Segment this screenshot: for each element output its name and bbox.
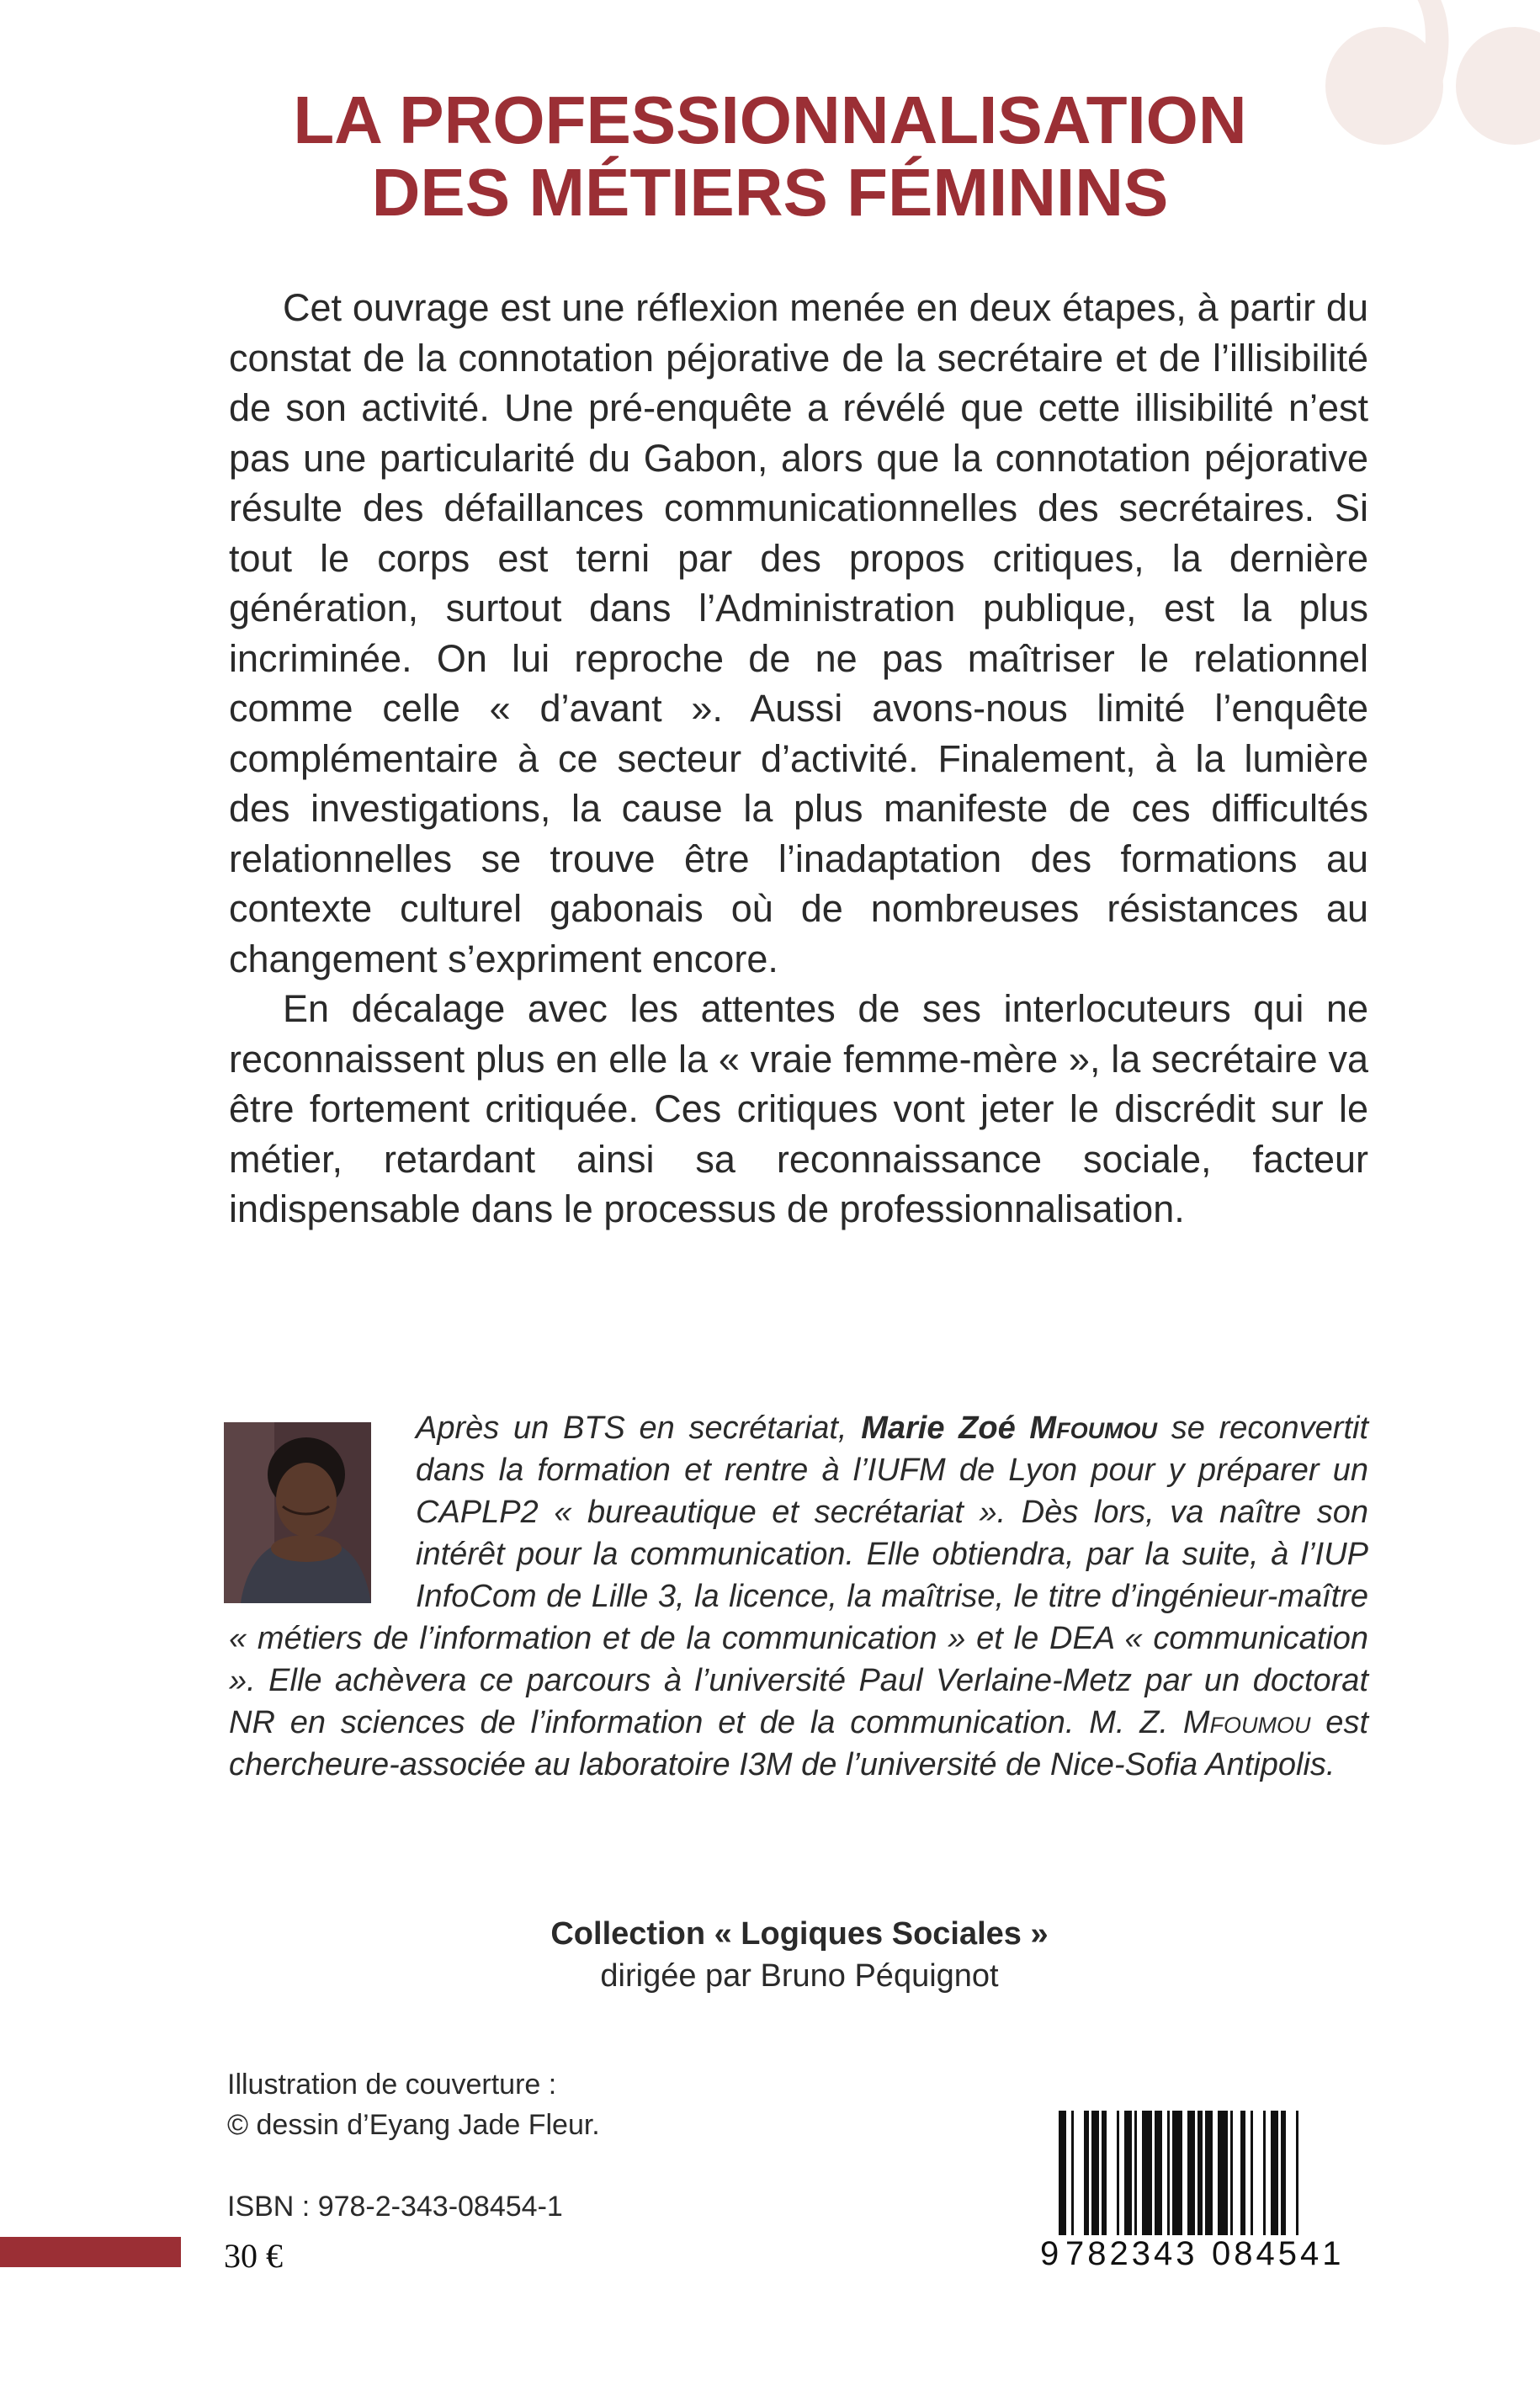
isbn: ISBN : 978-2-343-08454-1 xyxy=(227,2191,563,2223)
barcode-digits-group2: 084541 xyxy=(1212,2235,1345,2271)
bio-part-2: se reconvertit dans la formation et rentre à l’IUFM de Lyon pour y préparer un CAPLP2 « bureautique et secrétariat ». Dès lors, va naître son intérêt pour la communication. Elle obtiendra, par la suite, à l’IUP InfoCom de Lille 3, la licence, la maîtrise, le titre d’ingénieur-maître « métiers de l’information et de la communication » et le DEA « communication ». Elle achèvera ce parcours à l’université Paul Verlaine-Metz par un doctorat NR en sciences de l’information et de la communication. M. Z. xyxy=(229,1410,1369,1740)
credits-line-1: Illustration de couverture : xyxy=(227,2069,557,2101)
collection-director: dirigée par Bruno Péquignot xyxy=(600,1958,999,1994)
barcode-bar xyxy=(1134,2111,1137,2235)
barcode-bar xyxy=(1251,2111,1253,2235)
collection-name: Collection « Logiques Sociales » xyxy=(550,1916,1049,1952)
collection-info xyxy=(0,1913,1540,1997)
book-title-line2: DES MÉTIERS FÉMININS xyxy=(371,155,1169,230)
red-accent-band xyxy=(0,2237,181,2267)
barcode-bar xyxy=(1142,2111,1152,2235)
author-last-name: Mfoumou xyxy=(1029,1410,1158,1446)
bio-part-1: Après un BTS en secrétariat, xyxy=(416,1410,862,1446)
barcode-bar xyxy=(1102,2111,1107,2235)
barcode-bar xyxy=(1091,2111,1099,2235)
price: 30 € xyxy=(224,2237,283,2275)
author-first-name: Marie Zoé xyxy=(861,1410,1030,1446)
barcode-digit-first: 9 xyxy=(1040,2235,1059,2271)
bio-part-3: est chercheure-associée au laboratoire I3M de l’université de Nice-Sofia Antipolis. xyxy=(229,1705,1369,1782)
author-biography xyxy=(229,1407,1368,1786)
barcode-bar xyxy=(1230,2111,1233,2235)
barcode-bar xyxy=(1124,2111,1132,2235)
barcode-bar xyxy=(1205,2111,1213,2235)
summary-paragraph-2: En décalage avec les attentes de ses interlocuteurs qui ne reconnaissent plus en elle la « vraie femme-mère », la secrétaire va être fortement critiquée. Ces critiques vont jeter le discrédit sur le métier, retardant ainsi sa reconnaissance sociale, facteur indispensable dans le processus de professionnalisation. xyxy=(229,987,1368,1230)
author-short-name: Mfoumou xyxy=(1182,1705,1311,1740)
barcode-bar xyxy=(1218,2111,1228,2235)
barcode-bar xyxy=(1167,2111,1170,2235)
barcode-digits-group1: 782343 xyxy=(1065,2235,1198,2271)
barcode-bar xyxy=(1117,2111,1119,2235)
barcode-bar xyxy=(1084,2111,1089,2235)
barcode-bar xyxy=(1059,2111,1066,2235)
cover-credits xyxy=(227,2064,600,2145)
barcode-bar xyxy=(1187,2111,1195,2235)
barcode-bar xyxy=(1071,2111,1074,2235)
barcode-bar xyxy=(1155,2111,1162,2235)
barcode-bar xyxy=(1263,2111,1266,2235)
barcode xyxy=(1033,2111,1362,2271)
summary-paragraph-1: Cet ouvrage est une réflexion menée en deux étapes, à partir du constat de la connotation péjorative de la secrétaire et de l’illisibilité de son activité. Une pré-enquête a révélé que cette illisibilité n’est pas une particularité du Gabon, alors que la connotation péjorative résulte des défaillances communicationnelles des secrétaires. Si tout le corps est terni par des propos critiques, la dernière génération, surtout dans l’Administration publique, est la plus incriminée. On lui reproche de ne pas maîtriser le relationnel comme celle « d’avant ». Aussi avons-nous limité l’enquête complémentaire à ce secteur d’activité. Finalement, à la lumière des investigations, la cause la plus manifeste de ces difficultés relationnelles se trouve être l’inadaptation des formations au contexte culturel gabonais où de nombreuses résistances au changement s’expriment encore. xyxy=(229,286,1368,980)
book-title xyxy=(0,84,1540,229)
barcode-bar xyxy=(1172,2111,1182,2235)
book-title-line1: LA PROFESSIONNALISATION xyxy=(293,82,1247,157)
summary-text xyxy=(229,283,1368,1235)
barcode-bar xyxy=(1240,2111,1245,2235)
barcode-bar xyxy=(1281,2111,1286,2235)
barcode-bar xyxy=(1197,2111,1203,2235)
credits-line-2: © dessin d’Eyang Jade Fleur. xyxy=(227,2109,600,2141)
barcode-bar xyxy=(1271,2111,1278,2235)
barcode-bar xyxy=(1296,2111,1298,2235)
